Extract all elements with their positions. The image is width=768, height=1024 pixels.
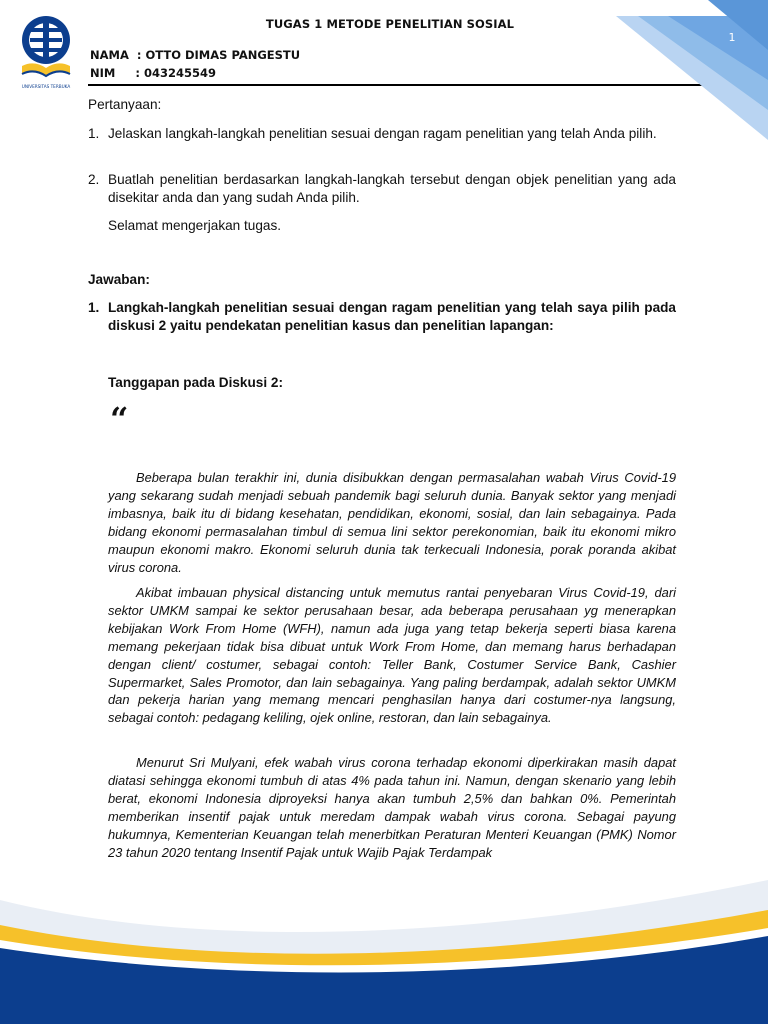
- student-nim: NIM : 043245549: [90, 66, 216, 80]
- answer-text: Langkah-langkah penelitian sesuai dengan ragam penelitian yang telah saya pilih pada diskusi 2 yaitu pendekatan penelitian kasus dan penelitian lapangan:: [108, 300, 676, 333]
- assignment-title: TUGAS 1 METODE PENELITIAN SOSIAL: [265, 17, 515, 31]
- response-label: Tanggapan pada Diskusi 2:: [108, 375, 283, 390]
- quote-mark: “: [110, 400, 129, 438]
- quoted-paragraph-text: Akibat imbauan physical distancing untuk memutus rantai penyebaran Virus Covid-19, dari sektor UMKM sampai ke sektor perusahaan besar, ada beberapa perusahaan yg menerapkan kebijakan Work From Home (WFH), namun ada juga yang tetap bekerja seperti biasa karena memang pekerjaan tidak bisa dibuat untuk Work From Home, dan memang harus berhadapan dengan client/ costumer, sebagai contoh: Teller Bank, Costumer Service Bank, Cashier Supermarket, Sales Promotor, dan lain sebagainya. Yang paling berdampak, adalah sektor UMKM dan pekerja harian yang memang mencari penghasilan hanya dari costumer-nya langsung, sebagai contoh: pedagang keliling, ojek online, restoran, dan lain sebagainya.: [108, 585, 676, 726]
- questions-label: Pertanyaan:: [88, 97, 162, 112]
- question-item: [88, 171, 676, 206]
- corner-decoration: [608, 0, 768, 140]
- quoted-paragraph: [108, 754, 676, 861]
- quoted-paragraph-text: Menurut Sri Mulyani, efek wabah virus corona terhadap ekonomi diperkirakan masih dapat diatasi sehingga ekonomi tumbuh di atas 4% pada tahun ini. Namun, dengan skenario yang lebih berat, ekonomi Indonesia diproyeksi hanya akan tumbuh 2,5% dan bahkan 0%. Pemerintah memberikan insentif pajak untuk meredam dampak wabah virus corona. Sebagai payung hukumnya, Kementerian Keuangan telah menerbitkan Peraturan Menteri Keuangan (PMK) Nomor 23 tahun 2020 tentang Insentif Pajak untuk Wajib Pajak Terdampak: [108, 755, 676, 860]
- question-text: Jelaskan langkah-langkah penelitian sesuai dengan ragam penelitian yang telah Anda pilih.: [108, 126, 657, 141]
- student-name: NAMA : OTTO DIMAS PANGESTU: [90, 48, 301, 62]
- quoted-paragraph: [108, 469, 676, 576]
- logo-caption: UNIVERSITAS TERBUKA: [21, 84, 71, 89]
- quoted-paragraph: [108, 584, 676, 727]
- question-number: 1.: [88, 126, 100, 141]
- question-text: Buatlah penelitian berdasarkan langkah-langkah tersebut dengan objek penelitian yang ada disekitar anda dan yang sudah Anda pilih.: [108, 172, 676, 205]
- quoted-paragraph-text: Beberapa bulan terakhir ini, dunia disibukkan dengan permasalahan wabah Virus Covid-19 yang sekarang sudah menjadi sebuah pandemik bagi seluruh dunia. Banyak sektor yang menjadi imbasnya, baik itu di bidang kesehatan, pendidikan, ekonomi, sosial, dan lain sebagainya. Pada bidang ekonomi permasalahan timbul di semua lini sektor perekonomian, baik itu ekonomi mikro maupun ekonomi makro. Ekonomi seluruh dunia tak terkecuali Indonesia, porak poranda akibat virus corona.: [108, 470, 676, 575]
- footer-wave-decoration: [0, 870, 768, 1024]
- answer-item: [88, 299, 676, 334]
- student-identity: [90, 46, 300, 82]
- answer-number: 1.: [88, 300, 100, 315]
- closing-note: Selamat mengerjakan tugas.: [108, 218, 282, 233]
- page-number: 1: [728, 31, 736, 44]
- university-logo: [16, 12, 80, 92]
- answers-label: Jawaban:: [88, 272, 150, 287]
- question-number: 2.: [88, 172, 100, 187]
- question-item: [88, 125, 676, 143]
